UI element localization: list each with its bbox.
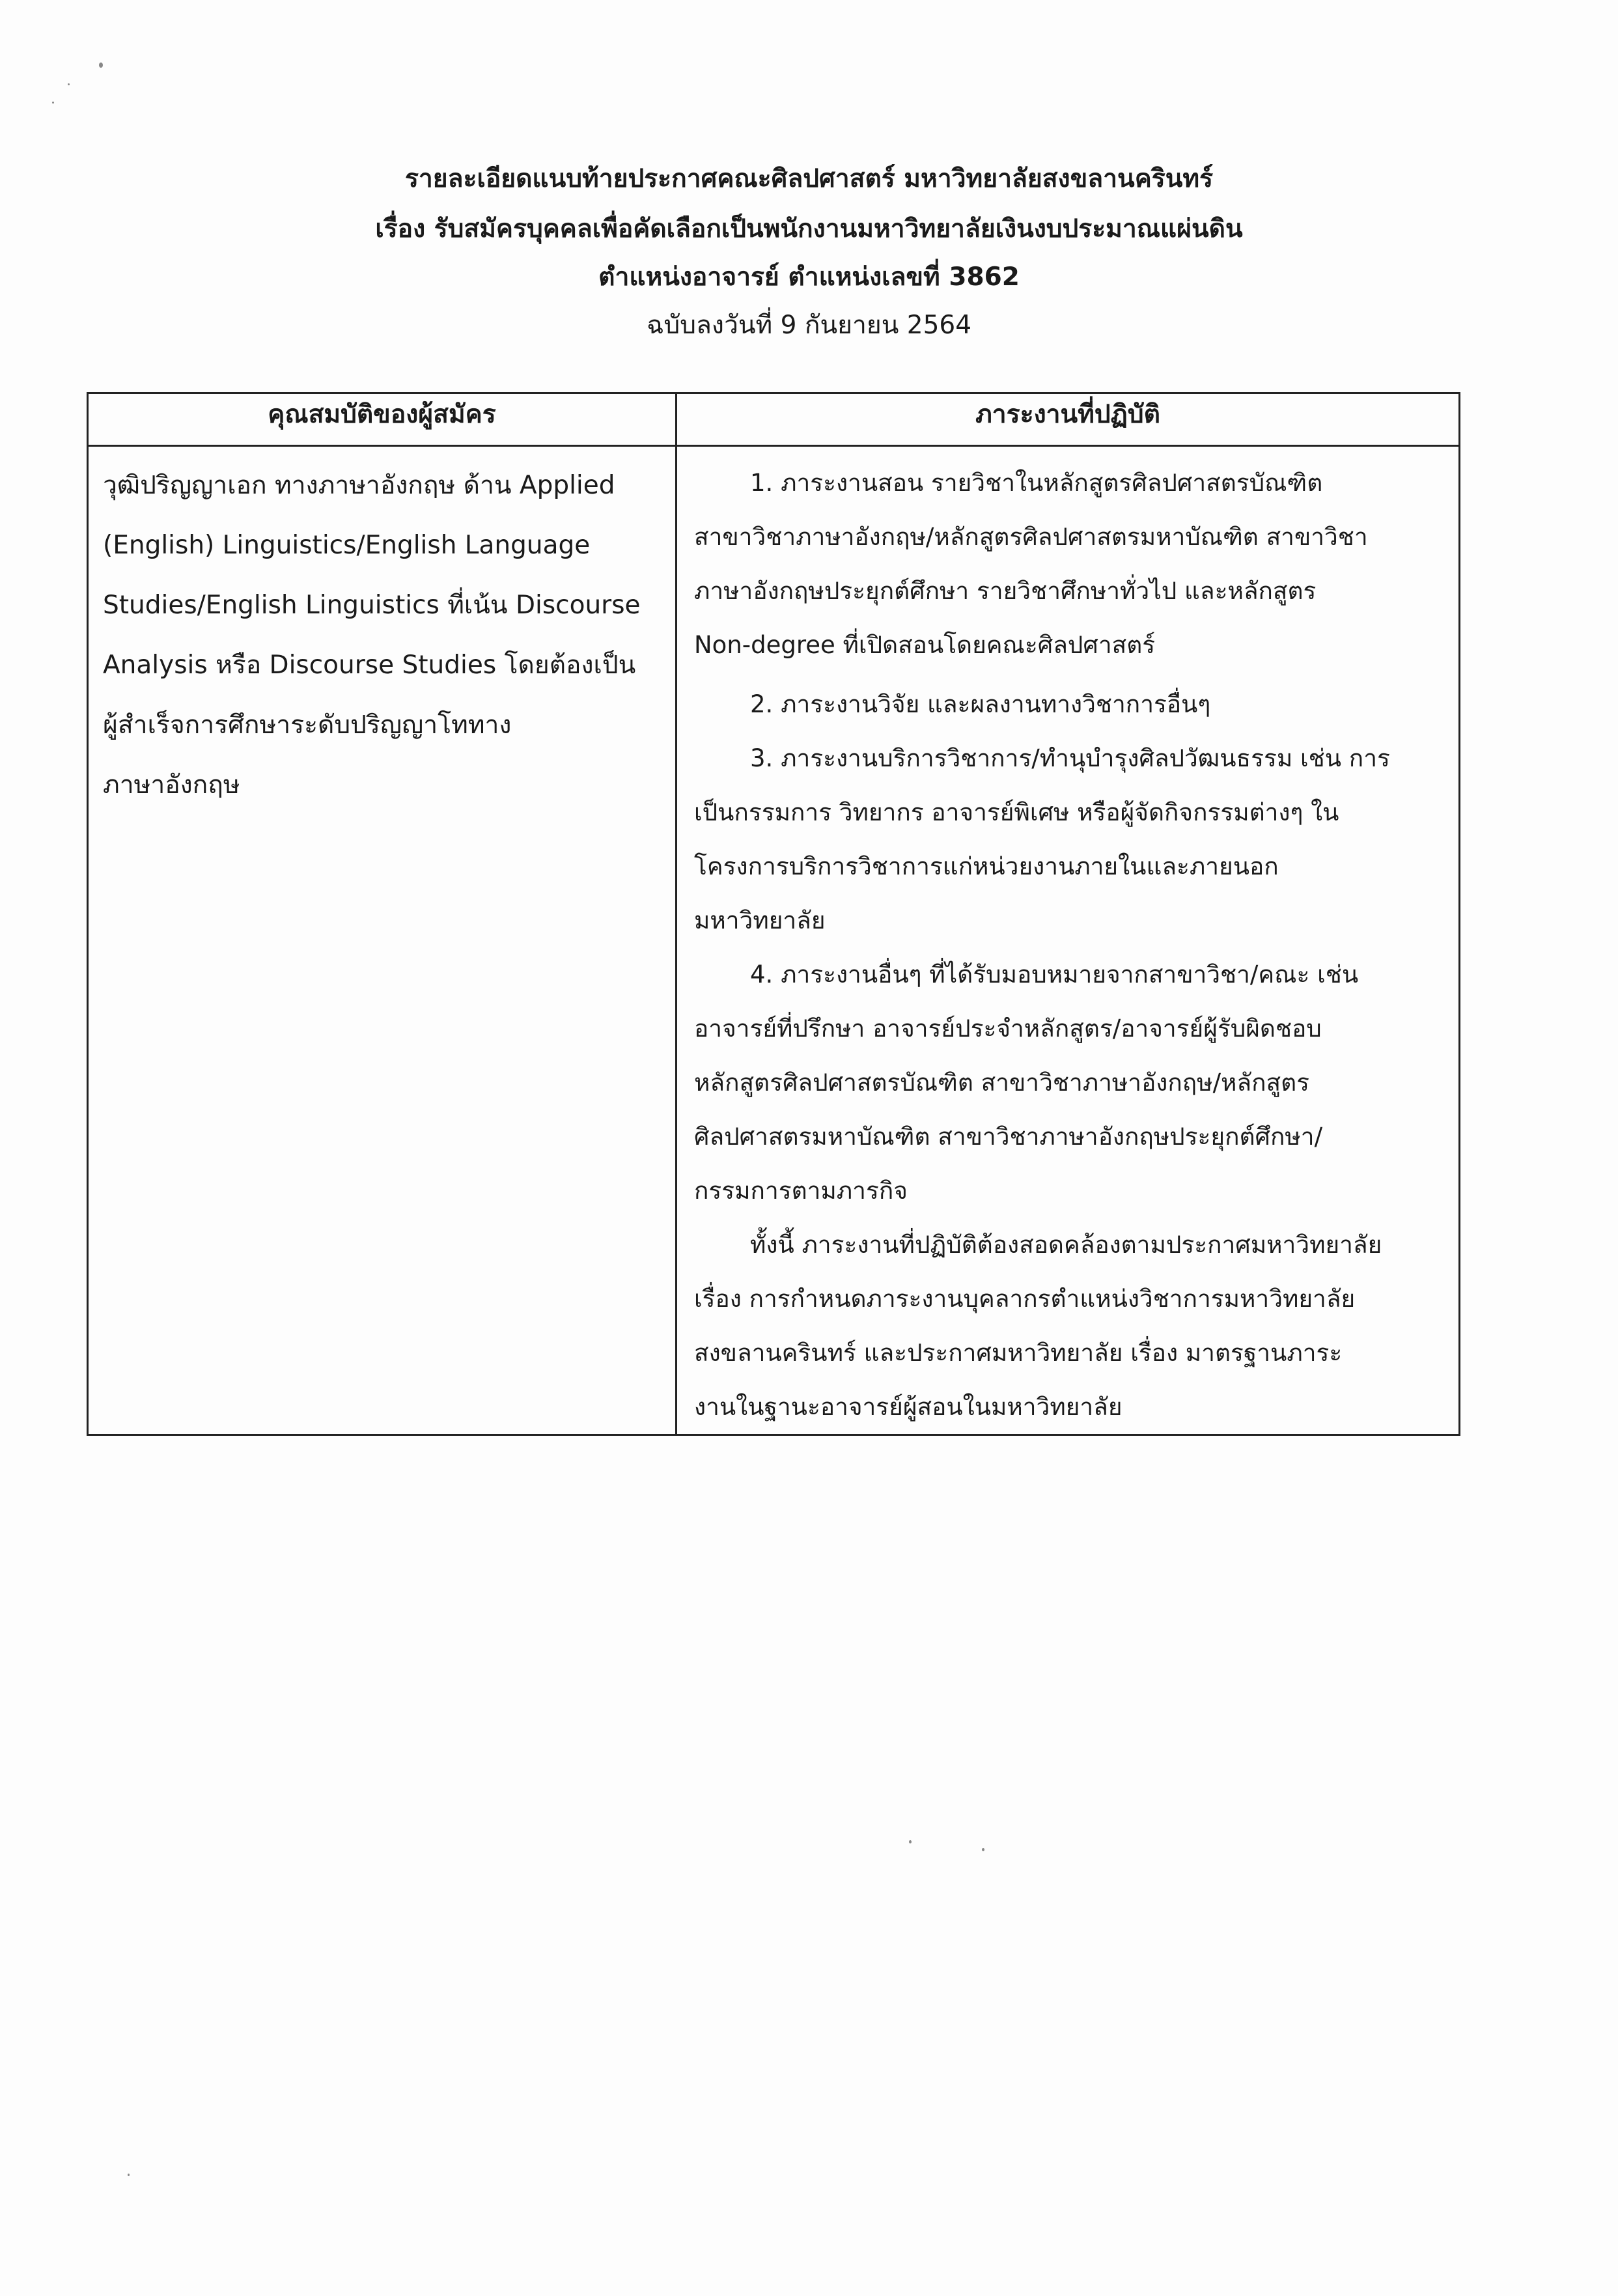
qualification-line: (English) Linguistics/English Language	[103, 531, 591, 560]
table-body-row	[88, 446, 1460, 1435]
duty-line: งานในฐานะอาจารย์ผู้สอนในมหาวิทยาลัย	[694, 1393, 1123, 1421]
table-header-row	[88, 393, 1460, 446]
duty-line: ทั้งนี้ ภาระงานที่ปฏิบัติต้องสอดคล้องตามประกาศมหาวิทยาลัย	[750, 1231, 1382, 1259]
scan-speck	[99, 63, 103, 68]
header-line-announcement: รายละเอียดแนบท้ายประกาศคณะศิลปศาสตร์ มหาวิทยาลัยสงขลานครินทร์	[404, 164, 1214, 193]
duty-line: สงขลานครินทร์ และประกาศมหาวิทยาลัย เรื่อง มาตรฐานภาระ	[694, 1339, 1343, 1367]
duty-line: ศิลปศาสตรมหาบัณฑิต สาขาวิชาภาษาอังกฤษประยุกต์ศึกษา/	[694, 1123, 1323, 1151]
qualification-line: ผู้สำเร็จการศึกษาระดับปริญญาโททาง	[103, 710, 512, 740]
duty-line: หลักสูตรศิลปศาสตรบัณฑิต สาขาวิชาภาษาอังกฤษ/หลักสูตร	[694, 1069, 1309, 1097]
scan-speck	[982, 1848, 984, 1851]
scan-speck	[909, 1840, 912, 1843]
duty-line: 2. ภาระงานวิจัย และผลงานทางวิชาการอื่นๆ	[750, 690, 1211, 718]
header-line-subject: เรื่อง รับสมัครบุคคลเพื่อคัดเลือกเป็นพนักงานมหาวิทยาลัยเงินงบประมาณแผ่นดิน	[375, 214, 1243, 244]
duty-line: 4. ภาระงานอื่นๆ ที่ได้รับมอบหมายจากสาขาวิชา/คณะ เช่น	[750, 960, 1359, 988]
duties-cell	[676, 446, 1460, 1435]
duty-line: 3. ภาระงานบริการวิชาการ/ทำนุบำรุงศิลปวัฒนธรรม เช่น การ	[750, 744, 1390, 772]
scan-speck	[68, 83, 70, 85]
qualification-line: ภาษาอังกฤษ	[103, 770, 240, 800]
column-header-duties: ภาระงานที่ปฏิบัติ	[676, 393, 1460, 446]
duty-line: กรรมการตามภารกิจ	[694, 1177, 908, 1205]
header-line-position: ตำแหน่งอาจารย์ ตำแหน่งเลขที่ 3862	[598, 262, 1020, 292]
duty-line: เรื่อง การกำหนดภาระงานบุคลากรตำแหน่งวิชาการมหาวิทยาลัย	[694, 1285, 1356, 1313]
duty-line: อาจารย์ที่ปรึกษา อาจารย์ประจำหลักสูตร/อาจารย์ผู้รับผิดชอบ	[694, 1015, 1322, 1043]
scan-speck	[52, 102, 54, 104]
duty-line: เป็นกรรมการ วิทยากร อาจารย์พิเศษ หรือผู้จัดกิจกรรมต่างๆ ใน	[694, 798, 1339, 826]
scan-speck	[128, 2174, 130, 2176]
duty-line: 1. ภาระงานสอน รายวิชาในหลักสูตรศิลปศาสตรบัณฑิต	[750, 469, 1323, 497]
qualification-line: Analysis หรือ Discourse Studies โดยต้องเป็น	[103, 651, 636, 680]
qualification-line: Studies/English Linguistics ที่เน้น Discourse	[103, 591, 641, 620]
duty-line: ภาษาอังกฤษประยุกต์ศึกษา รายวิชาศึกษาทั่วไป และหลักสูตร	[694, 577, 1317, 605]
duty-line: สาขาวิชาภาษาอังกฤษ/หลักสูตรศิลปศาสตรมหาบัณฑิต สาขาวิชา	[694, 523, 1368, 551]
duty-line: มหาวิทยาลัย	[694, 906, 826, 934]
qualification-line: วุฒิปริญญาเอก ทางภาษาอังกฤษ ด้าน Applied	[103, 471, 615, 500]
qualifications-cell	[88, 446, 676, 1435]
header-line-date: ฉบับลงวันที่ 9 กันยายน 2564	[646, 311, 972, 340]
qualification-duty-table	[87, 392, 1460, 1436]
duty-line: โครงการบริการวิชาการแก่หน่วยงานภายในและภายนอก	[694, 852, 1279, 880]
column-header-qualifications: คุณสมบัติของผู้สมัคร	[88, 393, 676, 446]
duty-line: Non-degree ที่เปิดสอนโดยคณะศิลปศาสตร์	[694, 631, 1156, 659]
